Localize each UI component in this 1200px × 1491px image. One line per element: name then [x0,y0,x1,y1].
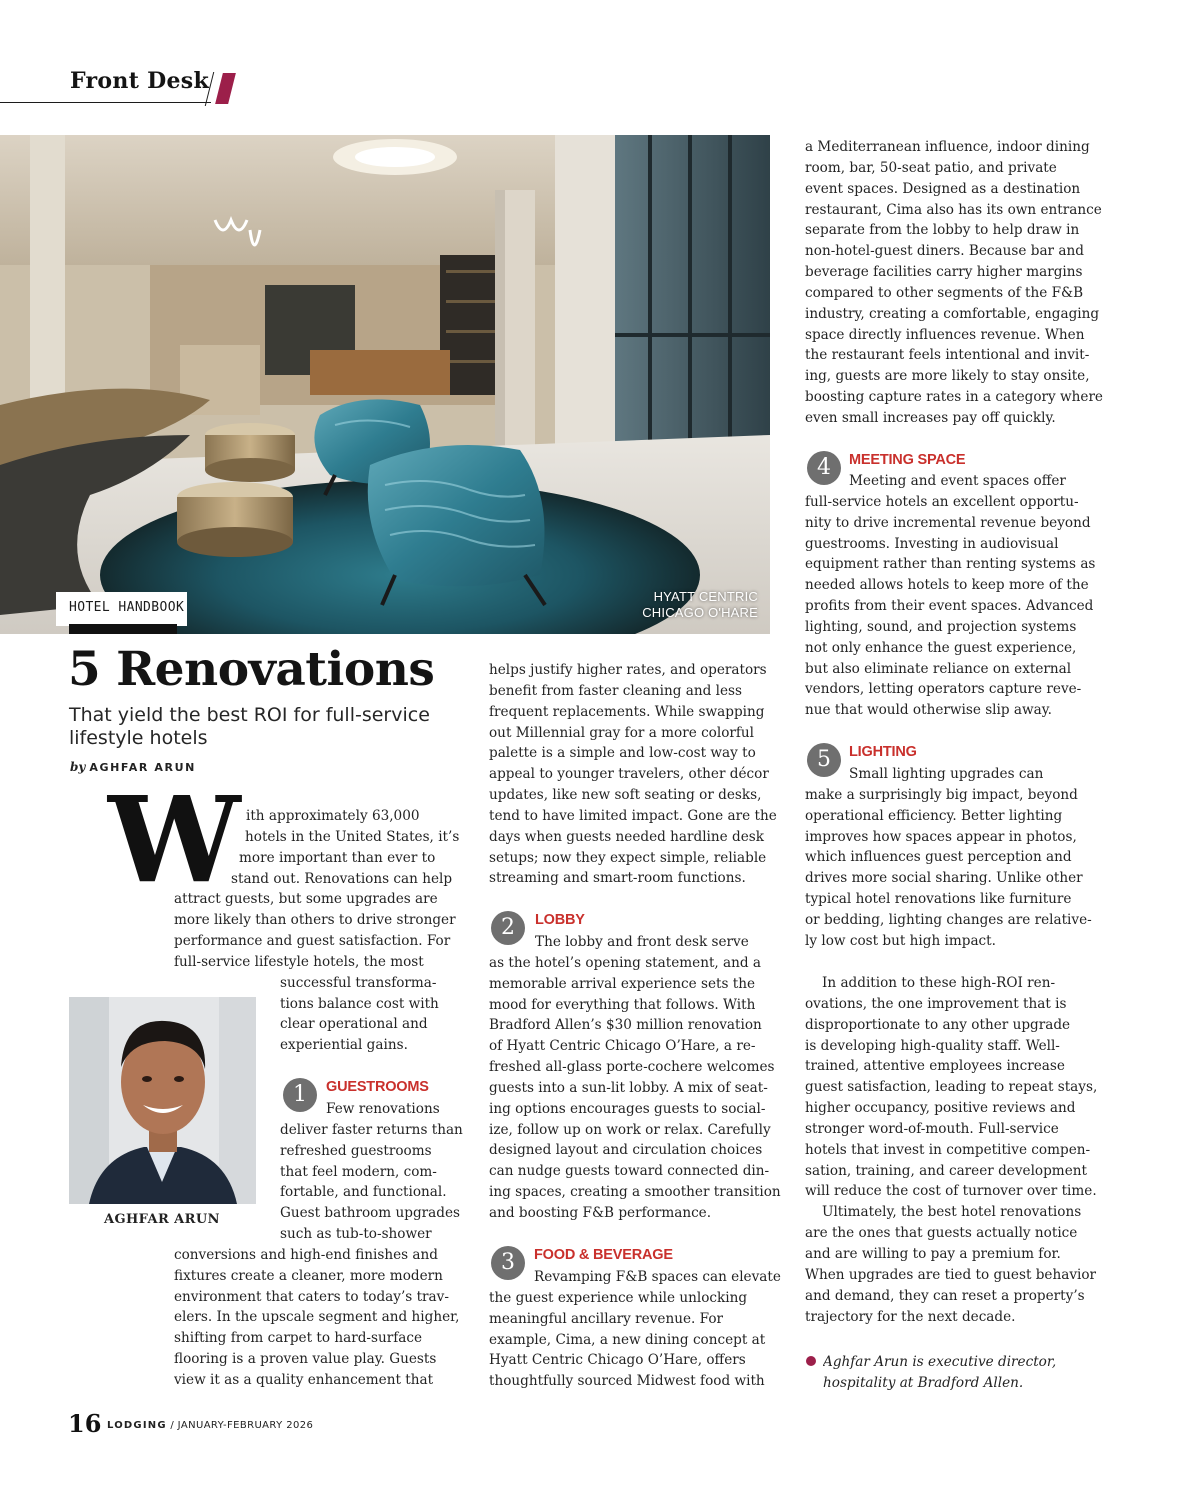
text-line: sation, training, and career development [805,1162,1087,1179]
col2-continued-paragraph [489,660,789,889]
text-line: streaming and smart-room functions. [489,870,746,887]
text-line: even small increases pay off quickly. [805,409,1056,426]
text-line: as the hotel’s opening statement, and a [489,954,762,971]
text-line: Small lighting upgrades can [849,766,1044,782]
text-line: industry, creating a comfortable, engaging [805,305,1100,322]
text-line: and boosting F&B performance. [489,1204,712,1221]
text-line: Revamping F&B spaces can elevate [534,1269,781,1285]
text-line: frequent replacements. While swapping [489,703,765,720]
subheadline: That yield the best ROI for full-service lifestyle hotels [69,704,430,749]
text-line: The lobby and front desk serve [535,934,749,950]
text-line: room, bar, 50-seat patio, and private [805,159,1057,176]
text-line: which influences guest perception and [805,849,1072,866]
text-line: nity to drive incremental revenue beyond [805,514,1091,531]
section-label-guestrooms: GUESTROOMS [326,1079,429,1095]
text-line: Bradford Allen’s $30 million renovation [489,1017,762,1034]
text-line: restaurant, Cima also has its own entrance [805,201,1102,218]
section-number-5: 5 [807,743,841,777]
lighting-paragraph [805,764,1105,952]
lobby-illustration [0,135,770,634]
food-beverage-paragraph [489,1267,789,1392]
text-line: ize, follow up on work or relax. Carefully [489,1121,771,1138]
section-number-3: 3 [491,1246,525,1280]
section-number-4: 4 [807,451,841,485]
issue-date: / JANUARY-FEBRUARY 2026 [170,1420,314,1431]
text-line: equipment rather than renting systems as [805,556,1096,573]
text-line: out Millennial gray for a more colorful [489,724,755,741]
text-line: a Mediterranean influence, indoor dining [805,139,1090,155]
text-line: environment that caters to today’s trav- [174,1288,449,1305]
photo-caption [642,589,758,621]
text-line: and are willing to pay a premium for. [805,1245,1061,1262]
text-line: fixtures create a cleaner, more modern [174,1267,443,1284]
text-line: designed layout and circulation choices [489,1142,763,1159]
text-line: the guest experience while unlocking [489,1289,748,1306]
drop-cap: W [108,770,237,909]
text-line: Aghfar Arun is executive director, [823,1354,1057,1370]
text-line: is developing high-quality staff. Well- [805,1037,1060,1054]
text-line: Few renovations [326,1101,440,1117]
text-line: compared to other segments of the F&B [805,284,1084,301]
text-line: mood for everything that follows. With [489,996,756,1013]
text-line: ing options encourages guests to social- [489,1100,766,1117]
text-line: When upgrades are tied to guest behavior [805,1266,1097,1283]
text-line: vendors, letting operators capture reve- [805,681,1082,698]
page-number: 16 [68,1409,102,1438]
text-line: improves how spaces appear in photos, [805,828,1077,845]
text-line: memorable arrival experience sets the [489,975,756,992]
magazine-name: LODGING [107,1420,167,1431]
meeting-space-paragraph [805,471,1105,721]
text-line: refreshed guestrooms [280,1142,432,1159]
text-line: drives more social sharing. Unlike other [805,870,1083,887]
lobby-photo [0,135,770,634]
kicker-bar [69,624,177,634]
closing-paragraph [805,973,1105,1327]
header-accent-mark [215,73,236,104]
author-bio [823,1352,1103,1394]
section-title: Front Desk [70,68,210,94]
photo-caption-line1: HYATT CENTRIC [653,589,758,604]
section-label-lobby: LOBBY [535,912,585,928]
text-line: separate from the lobby to help draw in [805,222,1080,239]
text-line: Meeting and event spaces offer [849,473,1066,489]
text-line: conversions and high-end finishes and [174,1246,438,1263]
text-line: stronger word-of-mouth. Full-service [805,1120,1059,1137]
section-label-food-beverage: FOOD & BEVERAGE [534,1247,673,1263]
text-line: lighting, sound, and projection systems [805,618,1077,635]
text-line: hotels that invest in competitive compen- [805,1141,1091,1158]
text-line: example, Cima, a new dining concept at [489,1331,766,1348]
text-line: more important than ever to [239,849,436,866]
text-line: full-service hotels an excellent opportu- [805,493,1079,510]
text-line: Ultimately, the best hotel renovations [822,1204,1082,1221]
section-number-2: 2 [491,911,525,945]
text-line: hotels in the United States, it’s [245,828,460,845]
headline: 5 Renovations [68,642,435,697]
text-line: of Hyatt Centric Chicago O’Hare, a re- [489,1038,756,1055]
photo-caption-line2: CHICAGO O'HARE [642,605,758,620]
text-line: can nudge guests toward connected din- [489,1163,770,1180]
footer-publication [107,1420,313,1431]
text-line: ing spaces, creating a smoother transition [489,1184,781,1201]
text-line: non-hotel-guest diners. Because bar and [805,243,1084,260]
text-line: ovations, the one improvement that is [805,995,1067,1012]
col3-continued-paragraph [805,137,1105,429]
text-line: meaningful ancillary revenue. For [489,1310,724,1327]
byline-prefix: by [70,760,86,774]
section-label-lighting: LIGHTING [849,744,917,760]
text-line: not only enhance the guest experience, [805,639,1077,656]
bio-bullet [806,1356,816,1366]
text-line: guest satisfaction, leading to repeat stays, [805,1079,1098,1096]
text-line: ing, guests are more likely to stay onsite, [805,368,1090,385]
text-line: appeal to younger travelers, other décor [489,766,769,783]
text-line: freshed all-glass porte-cochere welcomes [489,1059,775,1076]
text-line: trained, attentive employees increase [805,1058,1065,1075]
text-line: are the ones that guests actually notice [805,1225,1078,1242]
text-line: setups; now they expect simple, reliable [489,849,767,866]
portrait-caption: AGHFAR ARUN [104,1212,220,1227]
text-line: event spaces. Designed as a destination [805,180,1081,197]
text-line: nue that would otherwise slip away. [805,702,1052,719]
text-line: and demand, they can reset a property’s [805,1287,1085,1304]
text-line: Hyatt Centric Chicago O’Hare, offers [489,1352,746,1369]
text-line: thoughtfully sourced Midwest food with [489,1373,765,1390]
text-line: view it as a quality enhancement that [174,1371,434,1388]
text-line: palette is a simple and low-cost way to [489,745,756,762]
text-line: elers. In the upscale segment and higher, [174,1309,460,1326]
text-line: guests into a sun-lit lobby. A mix of seat- [489,1079,768,1096]
text-line: make a surprisingly big impact, beyond [805,786,1078,803]
text-line: higher occupancy, positive reviews and [805,1100,1076,1117]
text-line: such as tub-to-shower [280,1226,432,1243]
text-line: attract guests, but some upgrades are [174,891,438,908]
text-line: boosting capture rates in a category where [805,389,1103,406]
text-line: full-service lifestyle hotels, the most [174,953,424,970]
text-line: operational efficiency. Better lighting [805,807,1063,824]
text-line: days when guests needed hardline desk [489,828,764,845]
text-line: successful transforma- [280,974,437,991]
text-line: updates, like new soft seating or desks, [489,787,762,804]
text-line: hospitality at Bradford Allen. [823,1374,1024,1391]
text-line: ly low cost but high impact. [805,932,996,949]
text-line: will reduce the cost of turnover over time. [805,1183,1097,1200]
text-line: that feel modern, com- [280,1163,437,1180]
text-line: tions balance cost with [280,995,439,1012]
text-line: stand out. Renovations can help [231,870,453,887]
text-line: fortable, and functional. [280,1184,447,1201]
text-line: clear operational and [280,1016,428,1033]
text-line: beverage facilities carry higher margins [805,264,1083,281]
text-line: benefit from faster cleaning and less [489,682,742,699]
text-line: deliver faster returns than [280,1121,463,1138]
text-line: flooring is a proven value play. Guests [174,1351,437,1368]
byline-author: AGHFAR ARUN [89,761,196,774]
text-line: or bedding, lighting changes are relative- [805,911,1092,928]
text-line: Guest bathroom upgrades [280,1205,461,1222]
text-line: tend to have limited impact. Gone are the [489,807,777,824]
text-line: guestrooms. Investing in audiovisual [805,535,1059,552]
text-line: disproportionate to any other upgrade [805,1016,1071,1033]
text-line: shifting from carpet to hard-surface [174,1330,423,1347]
text-line: space directly influences revenue. When [805,326,1085,343]
text-line: more likely than others to drive stronger [174,912,456,929]
text-line: In addition to these high-ROI ren- [822,975,1056,991]
text-line: helps justify higher rates, and operators [489,662,767,678]
kicker-label: HOTEL HANDBOOK [69,600,185,615]
section-label-meeting-space: MEETING SPACE [849,452,966,468]
section-number-1: 1 [283,1078,317,1112]
text-line: profits from their event spaces. Advanced [805,598,1094,615]
text-line: ith approximately 63,000 [246,808,420,824]
text-line: trajectory for the next decade. [805,1308,1016,1325]
lobby-paragraph [489,932,789,1224]
text-line: the restaurant feels intentional and invit- [805,347,1090,364]
guestrooms-paragraph [174,1099,474,1391]
text-line: typical hotel renovations like furniture [805,891,1072,908]
text-line: experiential gains. [280,1037,408,1054]
text-line: but also eliminate reliance on external [805,660,1072,677]
header-rule [0,102,211,103]
text-line: needed allows hotels to keep more of the [805,577,1089,594]
text-line: performance and guest satisfaction. For [174,933,451,950]
